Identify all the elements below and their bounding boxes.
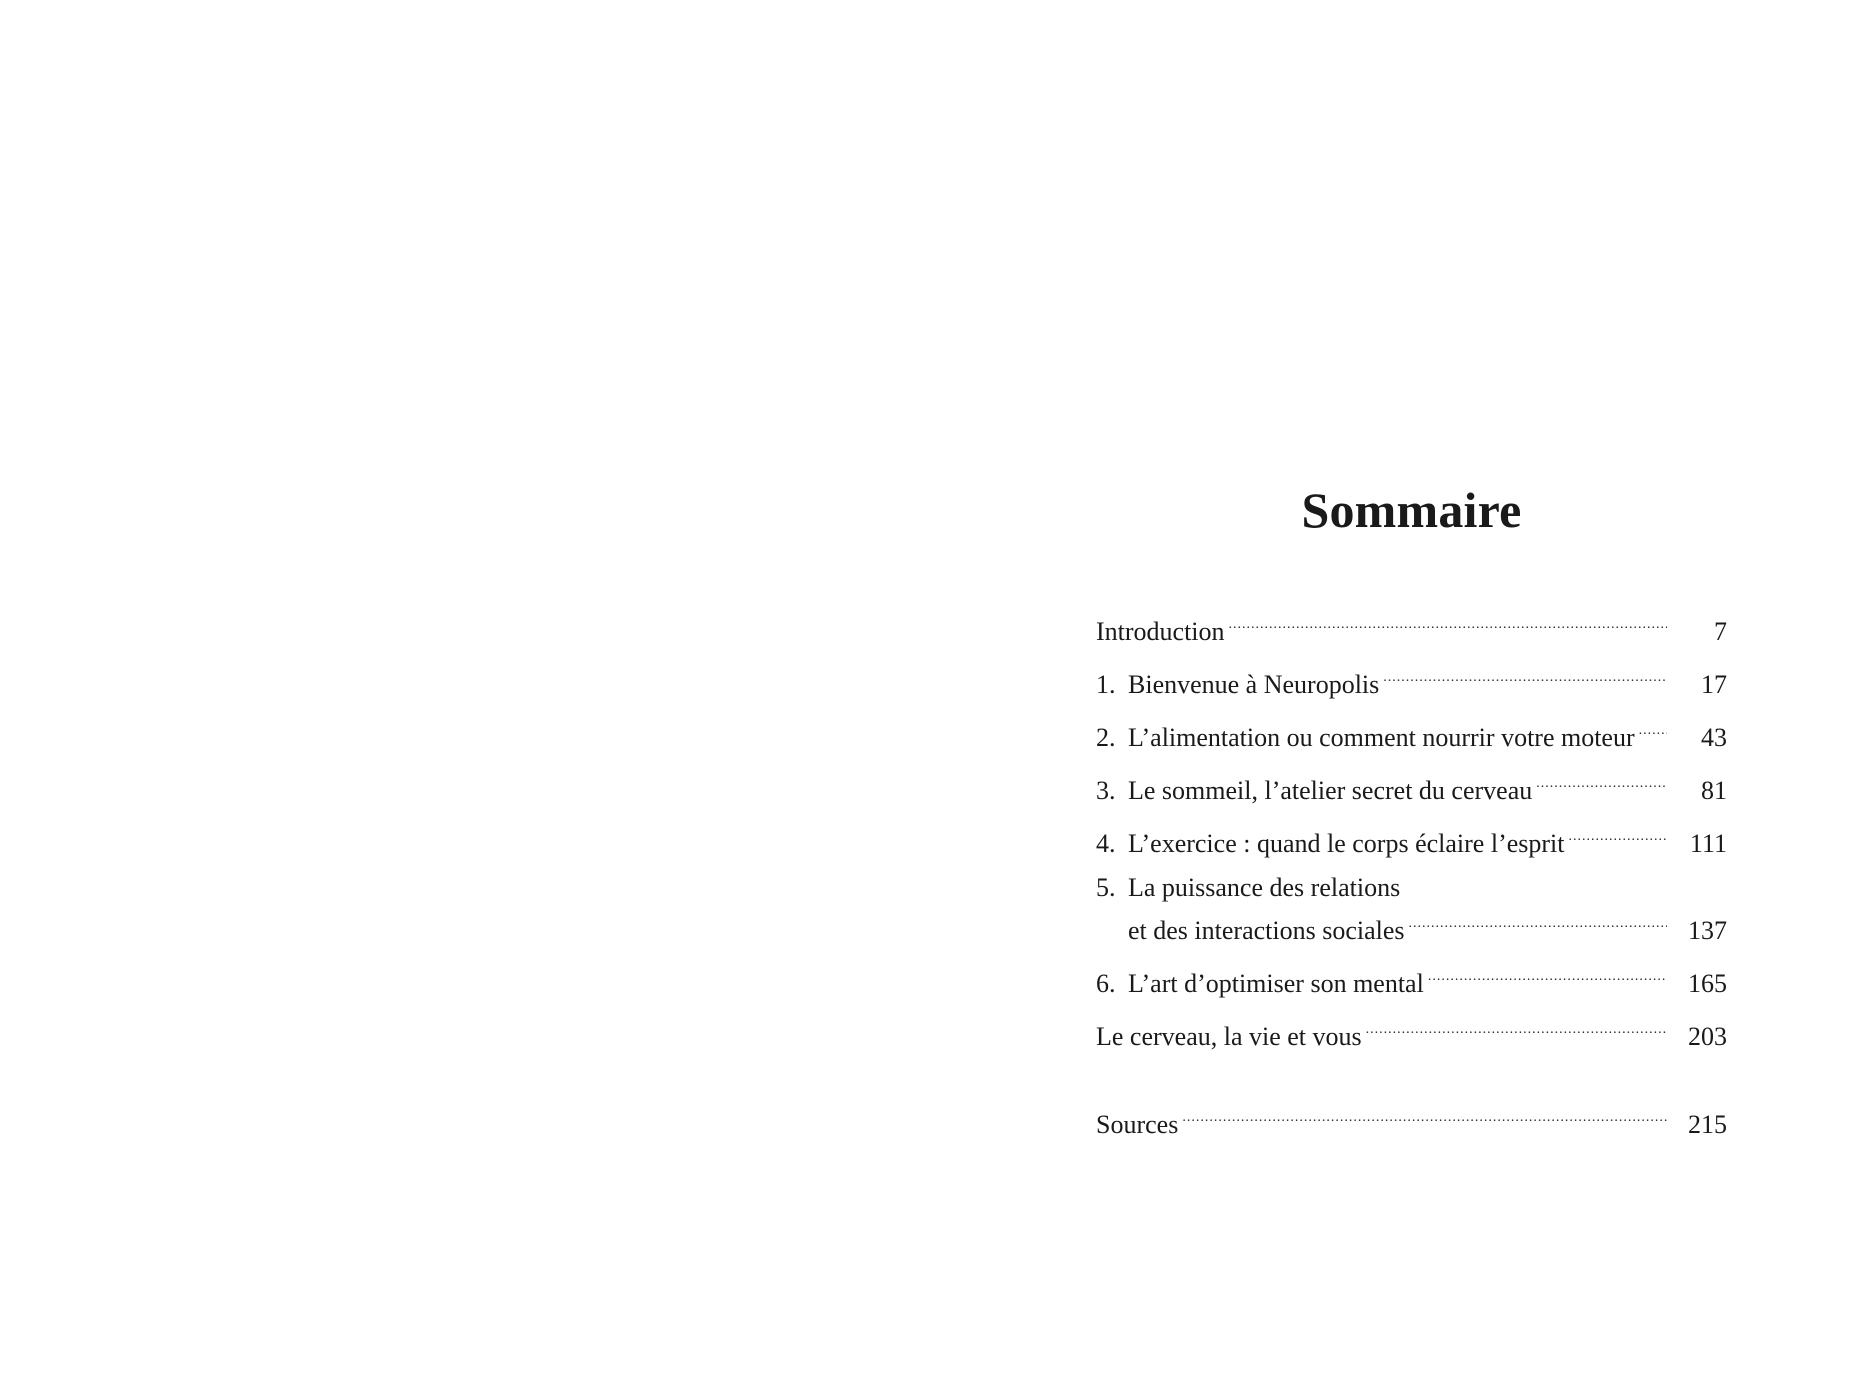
toc-page-number: 203 (1688, 1022, 1727, 1051)
toc-chapter-number: 2. (1096, 723, 1116, 752)
toc-entry-label: Sources (1096, 1110, 1179, 1139)
toc-entry-chapter-2 (1096, 712, 1727, 752)
leader-dots (1182, 1099, 1667, 1133)
toc-entry-label: L’art d’optimiser son mental (1128, 969, 1424, 998)
toc-page-number: 81 (1701, 776, 1727, 805)
toc-entry-chapter-1 (1096, 659, 1727, 699)
toc-entry-chapter-5 (1096, 871, 1727, 945)
toc-chapter-number: 4. (1096, 829, 1116, 858)
leader-dots (1383, 659, 1667, 693)
toc-entry-sources (1096, 1099, 1727, 1139)
table-of-contents (1096, 606, 1727, 1139)
toc-entry-label: L’alimentation ou comment nourrir votre moteur (1128, 723, 1635, 752)
leader-dots (1229, 606, 1667, 640)
toc-entry-conclusion (1096, 1011, 1727, 1051)
toc-entry-label: L’exercice : quand le corps éclaire l’esprit (1128, 829, 1565, 858)
toc-entry-chapter-6 (1096, 958, 1727, 998)
leader-dots (1569, 818, 1668, 852)
toc-page-number: 43 (1701, 723, 1727, 752)
toc-entry-label: Bienvenue à Neuropolis (1128, 670, 1380, 699)
leader-dots (1639, 712, 1667, 746)
leader-dots (1366, 1011, 1667, 1045)
toc-entry-chapter-3 (1096, 765, 1727, 805)
toc-page-number: 137 (1688, 916, 1727, 945)
page-title: Sommaire (1301, 482, 1522, 538)
toc-chapter-number: 3. (1096, 776, 1116, 805)
toc-chapter-number: 5. (1096, 873, 1116, 902)
toc-chapter-number: 1. (1096, 670, 1116, 699)
toc-entry-label: Le cerveau, la vie et vous (1096, 1022, 1362, 1051)
leader-dots (1536, 765, 1667, 799)
left-page-blank (0, 0, 933, 1400)
toc-entry-label: Introduction (1096, 617, 1225, 646)
leader-dots (1428, 958, 1667, 992)
toc-page-number: 215 (1688, 1110, 1727, 1139)
toc-entry-label: Le sommeil, l’atelier secret du cerveau (1128, 776, 1533, 805)
toc-entry-label-continued: et des interactions sociales (1128, 916, 1405, 945)
leader-dots (1409, 905, 1667, 939)
toc-page-number: 17 (1701, 670, 1727, 699)
toc-page-number: 111 (1689, 829, 1727, 858)
toc-entry-label: La puissance des relations (1128, 873, 1401, 902)
toc-entry-chapter-4 (1096, 818, 1727, 858)
toc-page-number: 7 (1714, 617, 1727, 646)
toc-entry-introduction (1096, 606, 1727, 646)
toc-chapter-number: 6. (1096, 969, 1116, 998)
toc-page-number: 165 (1688, 969, 1727, 998)
